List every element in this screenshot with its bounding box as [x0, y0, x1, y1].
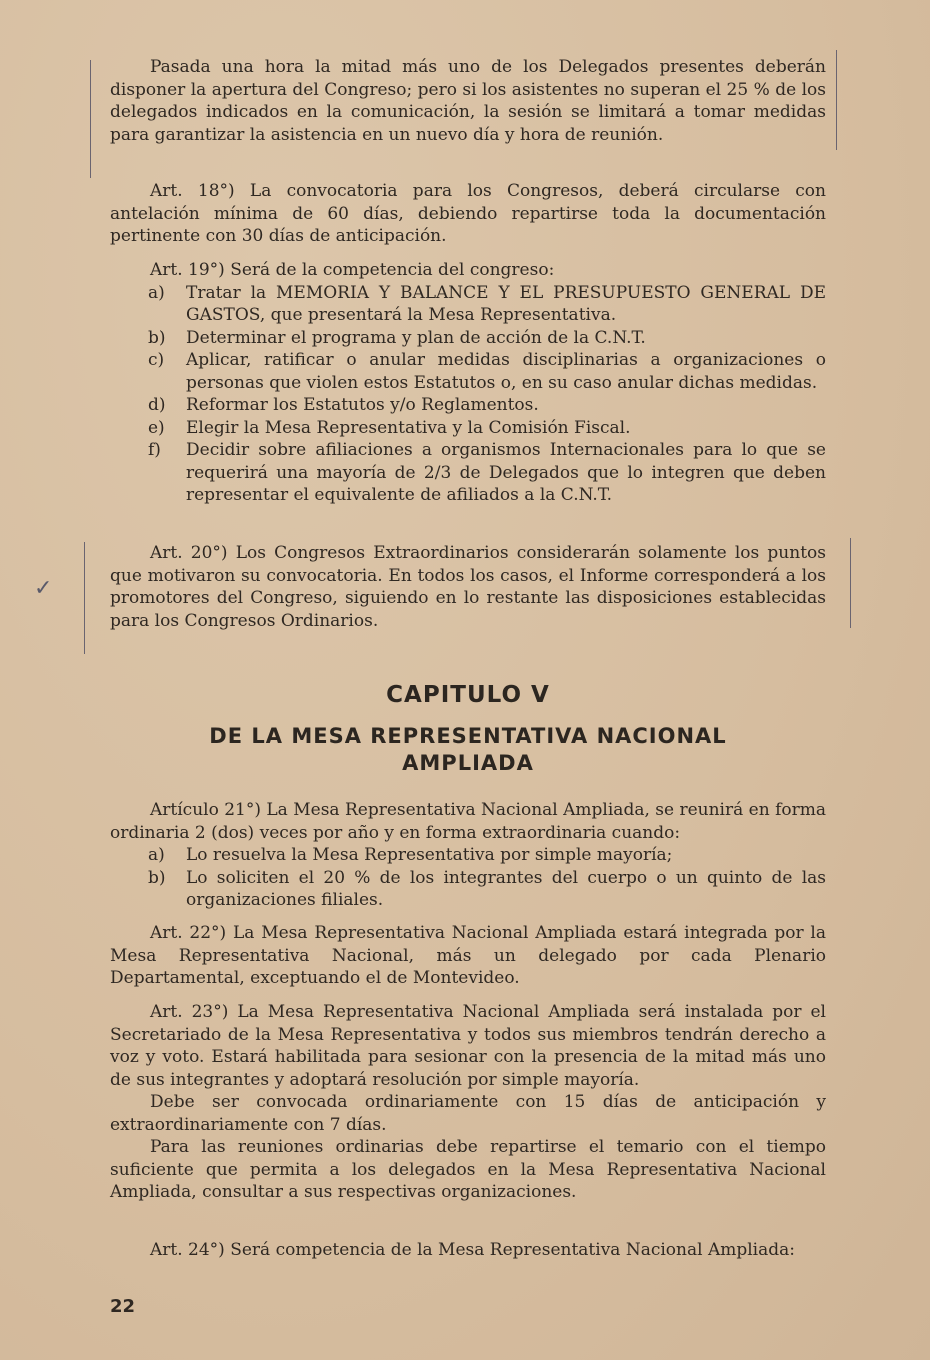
chapter-number: CAPITULO V — [386, 682, 550, 708]
margin-bracket-top-right — [836, 50, 837, 150]
chapter-title-line-1: DE LA MESA REPRESENTATIVA NACIONAL — [209, 724, 727, 748]
list-item-text: Reformar los Estatutos y/o Reglamentos. — [186, 395, 539, 415]
article-24: Art. 24°) Será competencia de la Mesa Representativa Nacional Ampliada: — [150, 1240, 795, 1260]
list-item — [110, 349, 826, 394]
article-18: Art. 18°) La convocatoria para los Congresos, deberá circularse con antelación mínima de 60 días, debiendo repartirse toda la documentación pertinente con 30 días de anticipación. — [110, 181, 826, 246]
article-19-items — [110, 282, 826, 507]
list-item-marker: f) — [148, 440, 161, 460]
intro-paragraph: Pasada una hora la mitad más uno de los Delegados presentes deberán disponer la apertura del Congreso; pero si los asistentes no superan el 25 % de los delegados indicados en la comunicación, la sesión se limitará a tomar medidas para garantizar la asistencia en un nuevo día y hora de reunión. — [110, 57, 826, 145]
list-item — [110, 439, 826, 507]
list-item-marker: b) — [148, 867, 166, 888]
list-item-marker: d) — [148, 395, 166, 415]
margin-bracket-art20-right — [850, 538, 851, 628]
list-item-text: Determinar el programa y plan de acción de la C.N.T. — [186, 327, 646, 348]
list-item-text: Aplicar, ratificar o anular medidas disciplinarias a organizaciones o personas que violen estos Estatutos o, en su caso anular dichas medidas. — [186, 350, 826, 393]
list-item — [110, 394, 826, 417]
checkmark-icon: ✓ — [34, 576, 53, 601]
article-21-items — [110, 844, 826, 912]
article-23-paragraph-2: Debe ser convocada ordinariamente con 15 días de anticipación y extraordinariamente con 7 días. — [110, 1092, 826, 1135]
article-22: Art. 22°) La Mesa Representativa Nacional Ampliada estará integrada por la Mesa Representativa Nacional, más un delegado por cada Plenario Departamental, exceptuando el de Montevideo. — [110, 923, 826, 988]
page-number: 22 — [110, 1296, 136, 1317]
margin-bracket-art20 — [84, 542, 85, 654]
list-item-marker: a) — [148, 282, 165, 303]
list-item — [110, 844, 826, 867]
list-item-text: Decidir sobre afiliaciones a organismos Internacionales para lo que se requerirá una mayoría de 2/3 de Delegados que lo integren que deben representar el equivalente de afiliados a la C.N.T. — [186, 440, 826, 505]
chapter-title-line-2: AMPLIADA — [402, 751, 534, 775]
list-item — [110, 282, 826, 327]
list-item-text: Lo soliciten el 20 % de los integrantes del cuerpo o un quinto de las organizaciones filiales. — [186, 867, 826, 910]
article-19: Art. 19°) Será de la competencia del congreso: a) Tratar la MEMORIA Y BALANCE Y EL PRESUPUESTO GENERAL DE GASTOS, que presentará la Mesa Representativa. b) Determinar el programa y plan de acción de la C.N.T. c) Aplicar, ratificar o anular medidas disciplinarias a organizaciones o personas que violen estos Estatutos o, en su caso anular dichas medidas. d) Reformar los Estatutos y/o Reglamentos. e) Elegir la Mesa Representativa y la Comisión Fiscal. f) Decidir sobre afiliaciones a organismos Internacionales para lo que se requerirá una mayoría de 2/3 de Delegados que lo integren que deben representar el equivalente de afiliados a la C.N.T. — [110, 259, 826, 507]
list-item-text: Elegir la Mesa Representativa y la Comisión Fiscal. — [186, 417, 631, 438]
article-23: Art. 23°) La Mesa Representativa Nacional Ampliada será instalada por el Secretariado de la Mesa Representativa y todos sus miembros tendrán derecho a voz y voto. Estará habilitada para sesionar con la presencia de la mitad más uno de sus integrantes y adoptará resolución por simple mayoría. Debe ser convocada ordinariamente con 15 días de anticipación y extraordinariamente con 7 días. Para las reuniones ordinarias debe repartirse el temario con el tiempo suficiente que permita a los delegados en la Mesa Representativa Nacional Ampliada, consultar a sus respectivas organizaciones. — [110, 1002, 826, 1202]
article-21: Artículo 21°) La Mesa Representativa Nacional Ampliada, se reunirá en forma ordinaria 2 (dos) veces por año y en forma extraordinaria cuando: a) Lo resuelva la Mesa Representativa por simple mayoría; b) Lo soliciten el 20 % de los integrantes del cuerpo o un quinto de las organizaciones filiales. — [110, 800, 826, 910]
list-item-text: Lo resuelva la Mesa Representativa por simple mayoría; — [186, 845, 673, 865]
list-item-marker: b) — [148, 327, 166, 348]
list-item — [110, 867, 826, 912]
list-item-marker: e) — [148, 417, 165, 438]
list-item — [110, 417, 826, 440]
chapter-title — [110, 723, 826, 777]
list-item-marker: a) — [148, 845, 165, 865]
list-item — [110, 327, 826, 350]
article-20: Art. 20°) Los Congresos Extraordinarios considerarán solamente los puntos que motivaron su convocatoria. En todos los casos, el Informe corresponderá a los promotores del Congreso, siguiendo en lo restante las disposiciones establecidas para los Congresos Ordinarios. — [110, 543, 826, 631]
list-item-marker: c) — [148, 350, 165, 370]
article-23-paragraph-3: Para las reuniones ordinarias debe repartirse el temario con el tiempo suficiente que permita a los delegados en la Mesa Representativa Nacional Ampliada, consultar a sus respectivas organizaciones. — [110, 1137, 826, 1202]
list-item-text: Tratar la MEMORIA Y BALANCE Y EL PRESUPUESTO GENERAL DE GASTOS, que presentará la Mesa Representativa. — [186, 282, 826, 325]
